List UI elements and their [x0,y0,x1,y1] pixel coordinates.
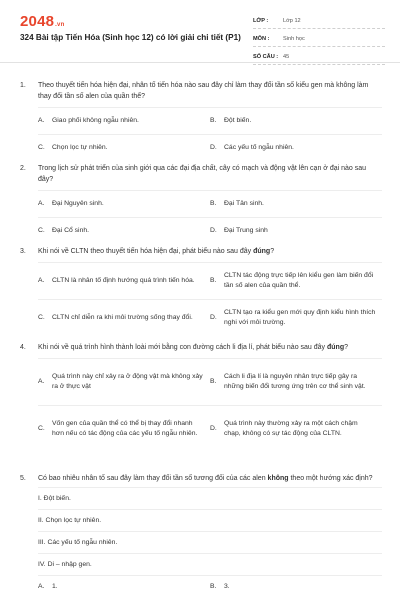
logo-text: 2048 [20,13,55,30]
option-d[interactable] [210,406,382,452]
question-text: Theo thuyết tiến hóa hiện đại, nhân tố tiến hóa nào sau đây chỉ làm thay đổi tần số kiểu gen mà không làm thay đổi tần số alen của quần thể? [38,82,369,100]
option-letter: D. [210,226,217,234]
option-b[interactable] [210,263,382,299]
meta-label: LỚP : [253,18,269,24]
question-stem [20,80,382,102]
logo-tld: .vn [55,22,65,28]
question-3 [20,246,382,336]
option-text: Cách li địa lí là nguyên nhân trực tiếp gây ra những biến đổi tương ứng trên cơ thể sinh vật. [224,372,366,390]
option-a[interactable] [38,359,210,405]
question-number: 1. [20,82,26,89]
question-number: 2. [20,165,26,172]
question-text [38,473,382,484]
question-2 [20,163,382,244]
option-d[interactable] [210,135,382,161]
option-text: Đột biến. [224,116,252,124]
question-text-part: Khi nói về CLTN theo thuyết tiến hóa hiện đại, phát biểu nào sau đây [38,248,254,255]
option-text: Quá trình này chỉ xảy ra ở động vật mà không xảy ra ở thực vật [52,372,203,390]
option-letter: A. [38,276,45,284]
option-letter: A. [38,116,45,124]
option-text: CLTN chỉ diễn ra khi môi trường sống thay đổi. [52,313,193,321]
option-b[interactable] [210,108,382,134]
question-text-part: ? [344,344,349,351]
option-c[interactable] [38,135,210,161]
option-text: 3. [224,582,230,590]
option-letter: A. [38,377,45,385]
question-stem [20,342,382,353]
option-a[interactable] [38,263,210,299]
meta-label: SỐ CÂU : [253,54,279,60]
option-letter: B. [210,377,217,385]
question-keyword: đúng [253,248,271,255]
option-letter: C. [38,424,45,432]
option-row [38,217,382,244]
question-4 [20,342,382,452]
option-row [38,262,382,299]
option-a[interactable] [38,191,210,217]
option-text: Đại Tân sinh. [224,199,264,207]
option-text: Giao phối không ngẫu nhiên. [52,116,139,124]
option-letter: D. [210,143,217,151]
option-row [38,190,382,217]
meta-row-count [253,50,385,65]
option-c[interactable] [38,406,210,452]
meta-value: Lớp 12 [283,18,301,24]
site-logo[interactable] [20,13,64,30]
option-c[interactable] [38,300,210,336]
document-header [0,0,400,63]
option-text: CLTN tác động trực tiếp lên kiểu gen làm biến đổi tần số alen của quần thể. [224,271,374,289]
option-letter: B. [210,199,217,207]
option-row [38,107,382,134]
question-text: Trong lịch sử phát triển của sinh giới qua các đại địa chất, cây có mạch và động vật lên cạn ở đại nào sau đây? [38,165,367,183]
option-a[interactable] [38,576,210,598]
option-row [38,299,382,336]
option-text: Quá trình này thường xảy ra một cách chậm chạp, không có sự tác động của CLTN. [224,419,358,437]
option-text: Đại Nguyên sinh. [52,199,104,207]
option-c[interactable] [38,218,210,244]
option-row [38,575,382,598]
question-stem [20,473,382,484]
option-letter: C. [38,226,45,234]
question-text [38,342,382,353]
question-number: 5. [20,475,26,482]
option-letter: A. [38,199,45,207]
option-letter: B. [210,276,217,284]
option-letter: D. [210,313,217,321]
option-text: 1. [52,582,58,590]
statement-item: III. Các yếu tố ngẫu nhiên. [38,531,382,553]
meta-row-subject [253,32,385,47]
option-d[interactable] [210,300,382,336]
option-text: CLTN là nhân tố định hướng quá trình tiến hóa. [52,276,195,284]
option-b[interactable] [210,576,382,598]
question-text-part: ? [270,248,275,255]
meta-value: Sinh học [283,36,305,42]
option-letter: C. [38,313,45,321]
option-letter: B. [210,116,217,124]
question-1 [20,80,382,161]
option-letter: C. [38,143,45,151]
option-text: Chọn lọc tự nhiên. [52,143,108,151]
meta-value: 45 [283,54,290,60]
option-text: Vốn gen của quần thể có thể bị thay đổi nhanh hơn nếu có tác động của các yếu tố ngẫu nhiên. [52,419,198,437]
option-d[interactable] [210,218,382,244]
option-row [38,134,382,161]
option-b[interactable] [210,359,382,405]
question-keyword: đúng [327,344,345,351]
question-stem [20,246,382,257]
option-text: Đại Trung sinh [224,226,268,234]
question-keyword: không [267,475,289,482]
meta-label: MÔN : [253,36,270,42]
statement-item: II. Chọn lọc tự nhiên. [38,509,382,531]
question-text-part: Có bao nhiêu nhân tố sau đây làm thay đổi tần số tương đối của các alen [38,475,268,482]
option-text: Các yếu tố ngẫu nhiên. [224,143,294,151]
document-meta [253,14,385,68]
option-letter: A. [38,582,45,590]
option-text: CLTN tạo ra kiểu gen mới quy định kiểu hình thích nghi với môi trường. [224,308,376,326]
question-text [38,246,382,257]
question-stem [20,163,382,185]
option-b[interactable] [210,191,382,217]
meta-row-class [253,14,385,29]
option-letter: B. [210,582,217,590]
question-text-part: Khi nói về quá trình hình thành loài mới bằng con đường cách li địa lí, phát biểu nào sau đây [38,344,327,351]
option-letter: D. [210,424,217,432]
question-number: 4. [20,344,26,351]
question-number: 3. [20,248,26,255]
question-5 [20,473,382,598]
option-a[interactable] [38,108,210,134]
option-row [38,405,382,452]
statement-item: IV. Di – nhập gen. [38,553,382,575]
document-title: 324 Bài tập Tiến Hóa (Sinh học 12) có lời giải chi tiết (P1) [20,33,241,42]
option-row [38,358,382,405]
question-text-part: theo một hướng xác định? [288,475,373,482]
statement-item: I. Đột biến. [38,487,382,509]
option-text: Đại Cổ sinh. [52,226,90,234]
